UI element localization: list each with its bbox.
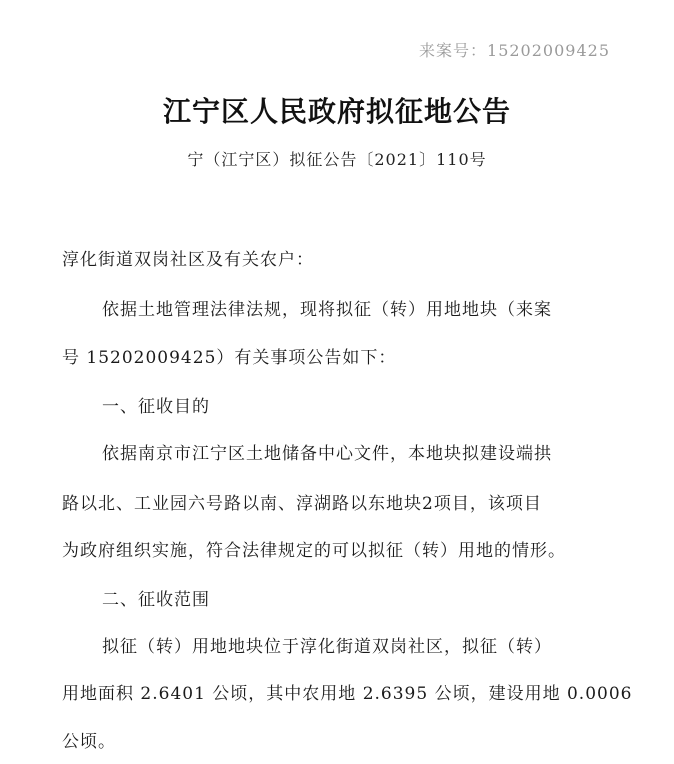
case-number: 来案号：15202009425: [419, 41, 610, 60]
intro-line-2: 号 15202009425）有关事项公告如下：: [62, 348, 397, 368]
document-number: 宁（江宁区）拟征公告〔2021〕110号: [187, 150, 487, 169]
page-title: 江宁区人民政府拟征地公告: [162, 95, 511, 128]
section1-line-1: 依据南京市江宁区土地储备中心文件，本地块拟建设端拱: [102, 444, 552, 464]
section2-line-3: 公顷。: [62, 732, 116, 752]
addressee: 淳化街道双岗社区及有关农户：: [62, 250, 314, 270]
intro-line-1: 依据土地管理法律法规，现将拟征（转）用地地块（来案: [102, 300, 552, 320]
section2-line-2: 用地面积 2.6401 公顷，其中农用地 2.6395 公顷，建设用地 0.0006: [62, 684, 633, 704]
section1-heading: 一、征收目的: [102, 397, 210, 417]
section2-heading: 二、征收范围: [102, 590, 210, 610]
section1-line-2: 路以北、工业园六号路以南、淳湖路以东地块2项目，该项目: [62, 494, 542, 514]
section1-line-3: 为政府组织实施，符合法律规定的可以拟征（转）用地的情形。: [62, 541, 566, 561]
section2-line-1: 拟征（转）用地地块位于淳化街道双岗社区，拟征（转）: [102, 637, 552, 657]
